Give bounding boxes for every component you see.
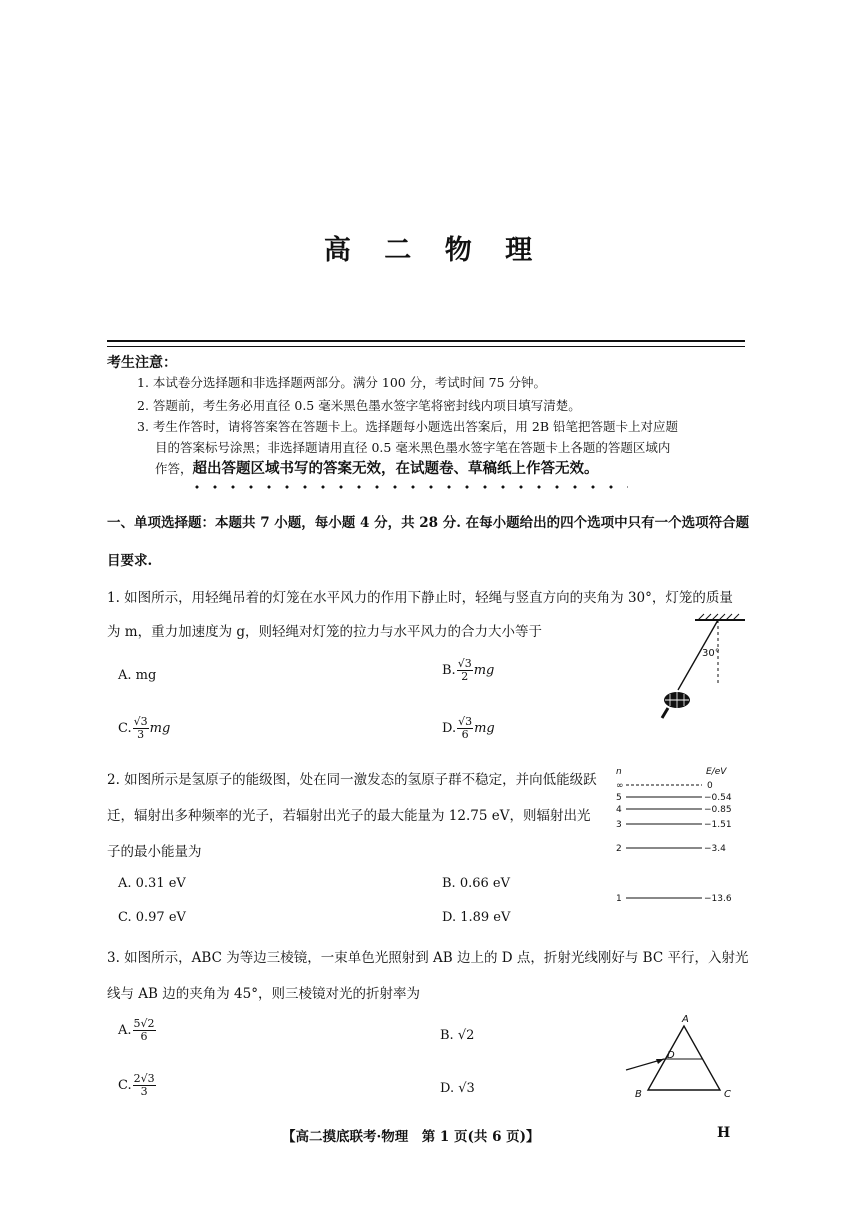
energy-axis-label: E/eV bbox=[706, 767, 727, 777]
prism-triangle bbox=[648, 1026, 720, 1090]
notice-item-3-line-1: 3. 考生作答时，请将答案答在答题卡上。选择题每小题选出答案后，用 2B 铅笔把答题卡上对应题 bbox=[137, 419, 678, 434]
point-d-label: D bbox=[667, 1050, 675, 1061]
q3-prism-figure bbox=[620, 1012, 745, 1102]
header-rule-thick bbox=[107, 340, 745, 342]
q3-stem-line-2: 线与 AB 边的夹角为 45°，则三棱镜对光的折射率为 bbox=[107, 986, 420, 1002]
q1-option-c-label: C. bbox=[118, 721, 132, 736]
q1-option-b-unit: mg bbox=[473, 663, 495, 678]
level-e-2: −3.4 bbox=[704, 844, 726, 854]
q1-option-d-unit: mg bbox=[474, 721, 495, 736]
angle-label: 30° bbox=[702, 648, 720, 659]
emphasis-dots bbox=[188, 485, 628, 489]
q1-option-a: A. mg bbox=[118, 668, 157, 683]
q1-stem-line-2: 为 m，重力加速度为 g，则轻绳对灯笼的拉力与水平风力的合力大小等于 bbox=[107, 624, 543, 640]
q2-option-d: D. 1.89 eV bbox=[442, 910, 511, 925]
vertex-a-label: A bbox=[682, 1014, 689, 1025]
fraction-numerator: √3 bbox=[458, 715, 473, 728]
level-e-5: −0.54 bbox=[704, 793, 732, 803]
fraction-numerator: √3 bbox=[457, 657, 472, 670]
vertex-b-label: B bbox=[635, 1089, 642, 1100]
notice-item-3-line-3 bbox=[155, 462, 599, 476]
fraction-denominator: 3 bbox=[140, 1085, 148, 1098]
fraction-numerator: √3 bbox=[133, 715, 148, 728]
lantern-tassel bbox=[662, 708, 668, 718]
section-heading-line-2: 目要求. bbox=[107, 553, 153, 569]
level-e-3: −1.51 bbox=[704, 820, 732, 830]
q3-option-a-fraction bbox=[133, 1018, 156, 1043]
notice-item-2: 2. 答题前，考生务必用直径 0.5 毫米黑色墨水签字笔将密封线内项目填写清楚。 bbox=[137, 398, 581, 413]
q1-option-d-fraction bbox=[457, 716, 473, 741]
paper-code: H bbox=[717, 1125, 731, 1141]
fraction-denominator: 3 bbox=[137, 728, 145, 741]
fraction-denominator: 6 bbox=[140, 1030, 148, 1043]
level-n-1: 1 bbox=[616, 894, 622, 904]
notice-item-1: 1. 本试卷分选择题和非选择题两部分。满分 100 分，考试时间 75 分钟。 bbox=[137, 375, 547, 390]
fraction-numerator: 5√2 bbox=[133, 1017, 155, 1030]
level-n-4: 4 bbox=[616, 805, 622, 815]
q1-lantern-figure bbox=[650, 612, 750, 727]
q1-option-c bbox=[118, 716, 170, 741]
n-axis-label: n bbox=[616, 767, 622, 777]
q1-option-b-fraction bbox=[457, 658, 473, 683]
notice-item-3-prefix: 作答， bbox=[155, 461, 193, 476]
level-e-4: −0.85 bbox=[704, 805, 732, 815]
q3-option-c bbox=[118, 1073, 157, 1098]
q2-stem-line-3: 子的最小能量为 bbox=[107, 844, 202, 860]
q2-option-a: A. 0.31 eV bbox=[118, 876, 186, 891]
q1-option-c-unit: mg bbox=[149, 721, 171, 736]
q2-stem-line-1: 2. 如图所示是氢原子的能级图，处在同一激发态的氢原子群不稳定，并向低能级跃 bbox=[107, 772, 597, 788]
notice-item-3-line-2: 目的答案标号涂黑；非选择题请用直径 0.5 毫米黑色墨水签字笔在答题卡上各题的答题区域内 bbox=[155, 440, 671, 455]
header-rule-thin bbox=[107, 346, 745, 347]
q2-option-c: C. 0.97 eV bbox=[118, 910, 186, 925]
q2-stem-line-2: 迁，辐射出多种频率的光子，若辐射出光子的最大能量为 12.75 eV，则辐射出光 bbox=[107, 808, 591, 824]
level-n-3: 3 bbox=[616, 820, 622, 830]
vertex-c-label: C bbox=[724, 1089, 731, 1100]
q3-option-a-label: A. bbox=[118, 1023, 132, 1038]
q3-stem-line-1: 3. 如图所示，ABC 为等边三棱镜，一束单色光照射到 AB 边上的 D 点，折射光线刚好与 BC 平行，入射光 bbox=[107, 950, 749, 966]
level-n-inf: ∞ bbox=[616, 781, 624, 791]
q1-option-b bbox=[442, 658, 494, 683]
level-n-2: 2 bbox=[616, 844, 622, 854]
level-e-1: −13.6 bbox=[704, 894, 732, 904]
fraction-denominator: 6 bbox=[461, 728, 469, 741]
page-footer: 【高二摸底联考·物理 第 1 页(共 6 页)】 bbox=[282, 1129, 540, 1145]
page-title: 高 二 物 理 bbox=[323, 235, 545, 266]
level-n-5: 5 bbox=[616, 793, 622, 803]
fraction-denominator: 2 bbox=[461, 670, 469, 683]
notice-item-3-emphasis: 超出答题区域书写的答案无效，在试题卷、草稿纸上作答无效。 bbox=[192, 460, 599, 477]
level-e-inf: 0 bbox=[707, 781, 713, 791]
q3-option-b: B. √2 bbox=[440, 1028, 475, 1043]
fraction-numerator: 2√3 bbox=[133, 1072, 155, 1085]
notice-heading: 考生注意： bbox=[107, 355, 177, 371]
q3-option-c-label: C. bbox=[118, 1078, 132, 1093]
q1-stem-line-1: 1. 如图所示，用轻绳吊着的灯笼在水平风力的作用下静止时，轻绳与竖直方向的夹角为 30°，灯笼的质量 bbox=[107, 590, 733, 606]
q1-option-d-label: D. bbox=[442, 721, 457, 736]
section-heading-line-1: 一、单项选择题：本题共 7 小题，每小题 4 分，共 28 分. 在每小题给出的四个选项中只有一个选项符合题 bbox=[107, 515, 750, 531]
q2-option-b: B. 0.66 eV bbox=[442, 876, 510, 891]
q3-option-d: D. √3 bbox=[440, 1081, 475, 1096]
q2-energy-level-figure bbox=[610, 762, 745, 910]
q1-option-d bbox=[442, 716, 495, 741]
q1-option-b-label: B. bbox=[442, 663, 456, 678]
q3-option-a bbox=[118, 1018, 157, 1043]
q1-option-c-fraction bbox=[133, 716, 149, 741]
q3-option-c-fraction bbox=[133, 1073, 156, 1098]
